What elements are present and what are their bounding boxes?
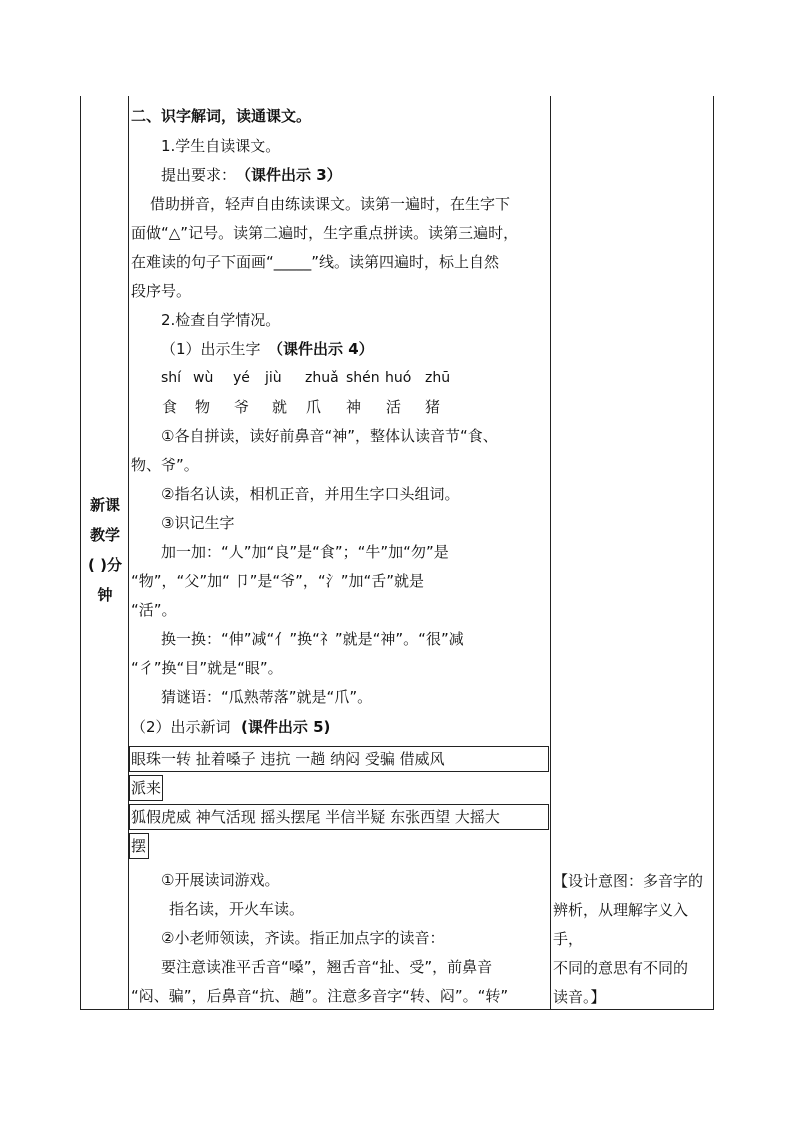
- show-characters-label: （1）出示生字: [161, 340, 261, 358]
- character: 爷: [234, 398, 250, 416]
- step-2: 2.检查自学情况。: [161, 311, 281, 329]
- word-box: [129, 833, 149, 859]
- paragraph-line: “闷、骗”，后鼻音“抗、趟”。注意多音字“转、闷”。“转”: [131, 987, 509, 1005]
- character: 爪: [306, 398, 322, 416]
- pinyin: zhū: [425, 370, 451, 386]
- paragraph-line: ②小老师领读，齐读。指正加点字的读音：: [161, 929, 445, 947]
- paragraph-line: ①开展读词游戏。: [161, 871, 280, 889]
- pinyin: shén: [346, 370, 380, 386]
- paragraph-line: “活”。: [131, 601, 177, 619]
- table-border-col2: [550, 96, 551, 1010]
- paragraph-line: ①各自拼读，读好前鼻音“神”，整体认读音节“食、: [161, 427, 498, 445]
- word-list-line: 派来: [131, 779, 162, 797]
- paragraph-line: 物、爷”。: [131, 456, 199, 474]
- word-box: [129, 746, 549, 772]
- design-intent-note: [553, 867, 715, 1012]
- paragraph-line: “物”，“父”加“ 卩”是“爷”，“氵”加“舌”就是: [131, 572, 425, 590]
- character: 猪: [425, 398, 441, 416]
- characters-row: [0, 397, 550, 417]
- show-words-label: （2）出示新词: [131, 718, 231, 736]
- paragraph-line: “彳”换“目”就是“眼”。: [131, 659, 283, 677]
- word-list-line: 眼珠一转 扯着嗓子 违抗 一趟 纳闷 受骗 借威风: [131, 750, 445, 768]
- paragraph-line: 面做“△”记号。读第二遍时，生字重点拼读。读第三遍时，: [131, 224, 519, 242]
- paragraph-line: ②指名认读，相机正音，并用生字口头组词。: [161, 485, 460, 503]
- courseware-ref: (课件出示 5): [241, 718, 331, 736]
- pinyin: huó: [385, 370, 412, 386]
- paragraph-line: 借助拼音，轻声自由练读课文。读第一遍时，在生字下: [150, 195, 511, 213]
- requirement-label: 提出要求：: [161, 166, 237, 184]
- pinyin: jiù: [265, 370, 282, 386]
- paragraph-line: 加一加：“人”加“良”是“食”；“牛”加“勿”是: [161, 543, 449, 561]
- section-label: [82, 490, 128, 610]
- word-box: [129, 775, 163, 801]
- section-label-line: 教学: [89, 526, 120, 544]
- design-intent-line: 不同的意思有不同的: [553, 959, 689, 977]
- section-label-line: ( )分: [88, 556, 122, 574]
- paragraph-line: 指名读，开火车读。: [169, 900, 305, 918]
- pinyin-row: [0, 368, 550, 388]
- section-label-line: 钟: [97, 586, 113, 604]
- paragraph-line: 要注意读准平舌音“嗓”，翘舌音“扯、受”，前鼻音: [161, 958, 493, 976]
- design-intent-line: 辨析，从理解字义入手，: [553, 901, 689, 948]
- courseware-ref: （课件出示 3）: [236, 166, 342, 184]
- word-list-line: 摆: [131, 837, 147, 855]
- pinyin: shí: [161, 370, 182, 386]
- design-intent-line: 读音。】: [553, 988, 606, 1006]
- table-border-col1: [128, 96, 129, 1010]
- design-intent-line: 【设计意图：多音字的: [553, 872, 704, 890]
- pinyin: wù: [193, 370, 214, 386]
- pinyin: yé: [233, 370, 250, 386]
- paragraph-line: 在难读的句子下面画“_____”线。读第四遍时，标上自然: [131, 253, 500, 271]
- step-1: 1.学生自读课文。: [161, 137, 281, 155]
- word-box: [129, 804, 549, 830]
- character: 活: [386, 398, 402, 416]
- paragraph-line: ③识记生字: [161, 514, 235, 532]
- section-heading: 二、识字解词，读通课文。: [131, 107, 312, 125]
- character: 物: [195, 398, 211, 416]
- word-list-line: 狐假虎威 神气活现 摇头摆尾 半信半疑 东张西望 大摇大: [131, 808, 500, 826]
- character: 神: [346, 398, 362, 416]
- paragraph-line: 猜谜语：“瓜熟蒂落”就是“爪”。: [161, 688, 373, 706]
- section-label-line: 新课: [89, 496, 120, 514]
- character: 就: [272, 398, 288, 416]
- paragraph-line: 换一换：“伸”减“亻”换“礻”就是“神”。“很”减: [161, 630, 464, 648]
- character: 食: [162, 398, 178, 416]
- courseware-ref: （课件出示 4）: [268, 340, 374, 358]
- table-border-left: [80, 96, 81, 1010]
- paragraph-line: 段序号。: [131, 282, 192, 300]
- pinyin: zhuǎ: [305, 370, 339, 386]
